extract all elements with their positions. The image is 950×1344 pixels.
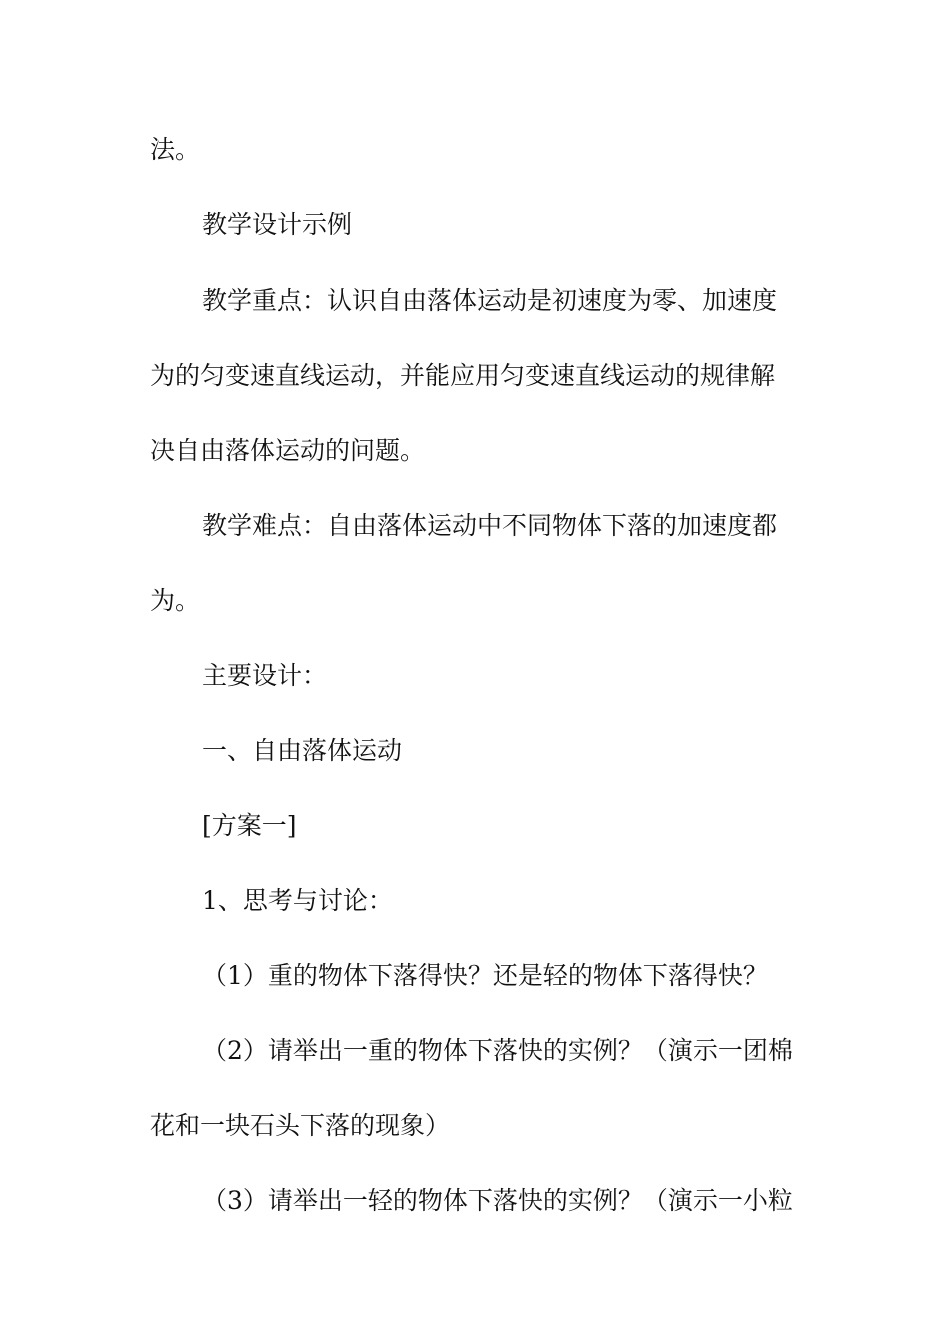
text-line: 法。 [150,135,201,164]
paragraph-line: 为。 [150,586,201,615]
list-item: （3）请举出一轻的物体下落快的实例？（演示一小粒 [202,1186,793,1215]
paragraph-line: 为的匀变速直线运动，并能应用匀变速直线运动的规律解 [150,361,776,390]
section-heading: 主要设计： [202,661,328,690]
list-item: （2）请举出一重的物体下落快的实例？（演示一团棉 [202,1036,793,1065]
list-item: 花和一块石头下落的现象） [150,1111,451,1140]
section-heading: 教学设计示例 [202,210,353,239]
section-heading: [方案一] [202,811,297,840]
section-heading: 一、自由落体运动 [202,736,403,765]
list-item: （1）重的物体下落得快？还是轻的物体下落得快？ [202,961,768,990]
paragraph-line: 决自由落体运动的问题。 [150,436,426,465]
list-item: 1、思考与讨论： [202,886,393,915]
paragraph-line: 教学重点：认识自由落体运动是初速度为零、加速度 [202,286,778,315]
paragraph-line: 教学难点：自由落体运动中不同物体下落的加速度都 [202,511,778,540]
